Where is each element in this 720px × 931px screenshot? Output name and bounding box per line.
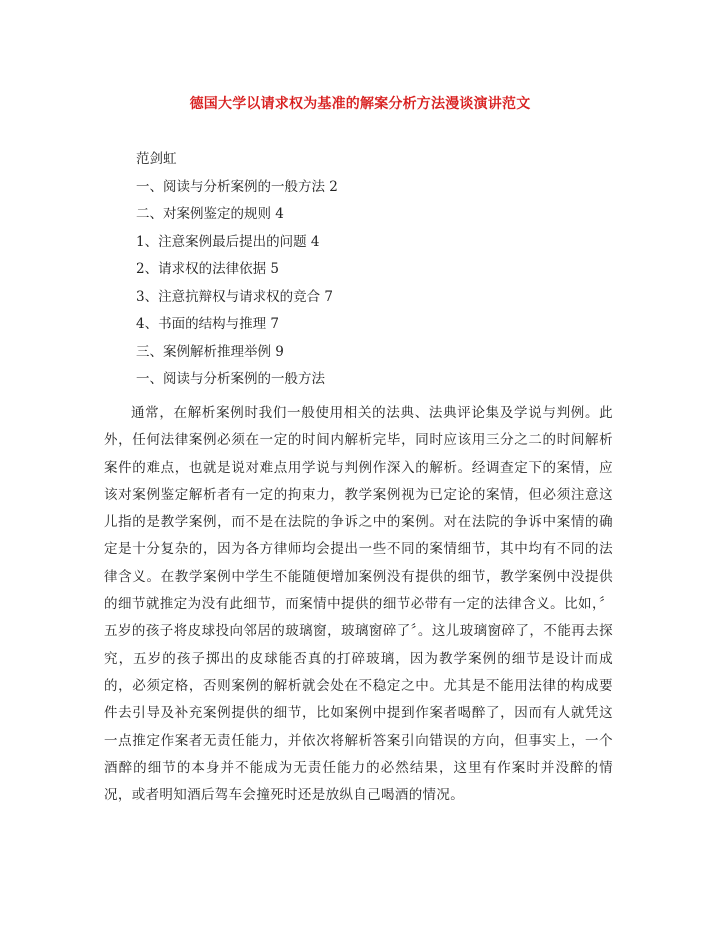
document-title: 德国大学以请求权为基准的解案分析方法漫谈演讲范文 — [189, 96, 531, 112]
toc-item: 4、书面的结构与推理 7 — [136, 316, 279, 332]
body-paragraph: 通常，在解析案例时我们一般使用相关的法典、法典评论集及学说与判例。此外，任何法律案例必须在一定的时间内解析完毕，同时应该用三分之二的时间解析案件的难点，也就是说对难点用学说与判例作深入的解析。经调查定下的案情，应该对案例鉴定解析者有一定的拘束力，教学案例视为已定论的案情，但必须注意这儿指的是教学案例，而不是在法院的争诉之中的案例。对在法院的争诉中案情的确定是十分复杂的，因为各方律师均会提出一些不同的案情细节，其中均有不同的法律含义。在教学案例中学生不能随便增加案例没有提供的细节，教学案例中没提供的细节就推定为没有此细节，而案情中提供的细节必带有一定的法律含义。比如，〞五岁的孩子将皮球投向邻居的玻璃窗，玻璃窗碎了〞。这儿玻璃窗碎了，不能再去探究，五岁的孩子掷出的皮球能否真的打碎玻璃，因为教学案例的细节是设计而成的，必须定格，否则案例的解析就会处在不稳定之中。尤其是不能用法律的构成要件去引导及补充案例提供的细节，比如案例中提到作案者喝醉了，因而有人就凭这一点推定作案者无责任能力，并依次将解析答案引向错误的方向，但事实上，一个酒醉的细节的本身并不能成为无责任能力的必然结果，这里有作案时并没醉的情况，或者明知酒后驾车会撞死时还是放纵自己喝酒的情况。 — [104, 405, 613, 804]
toc-item: 二、对案例鉴定的规则 4 — [136, 206, 284, 222]
toc-item: 3、注意抗辩权与请求权的竞合 7 — [136, 288, 333, 305]
toc-item: 三、案例解析推理举例 9 — [136, 343, 284, 360]
toc-item: 一、阅读与分析案例的一般方法 2 — [136, 178, 338, 195]
toc-item: 2、请求权的法律依据 5 — [136, 261, 279, 277]
author-name: 范剑虹 — [136, 151, 177, 167]
toc-item: 1、注意案例最后提出的问题 4 — [136, 233, 320, 250]
section-heading: 一、阅读与分析案例的一般方法 — [136, 371, 325, 387]
table-of-contents — [136, 149, 656, 397]
